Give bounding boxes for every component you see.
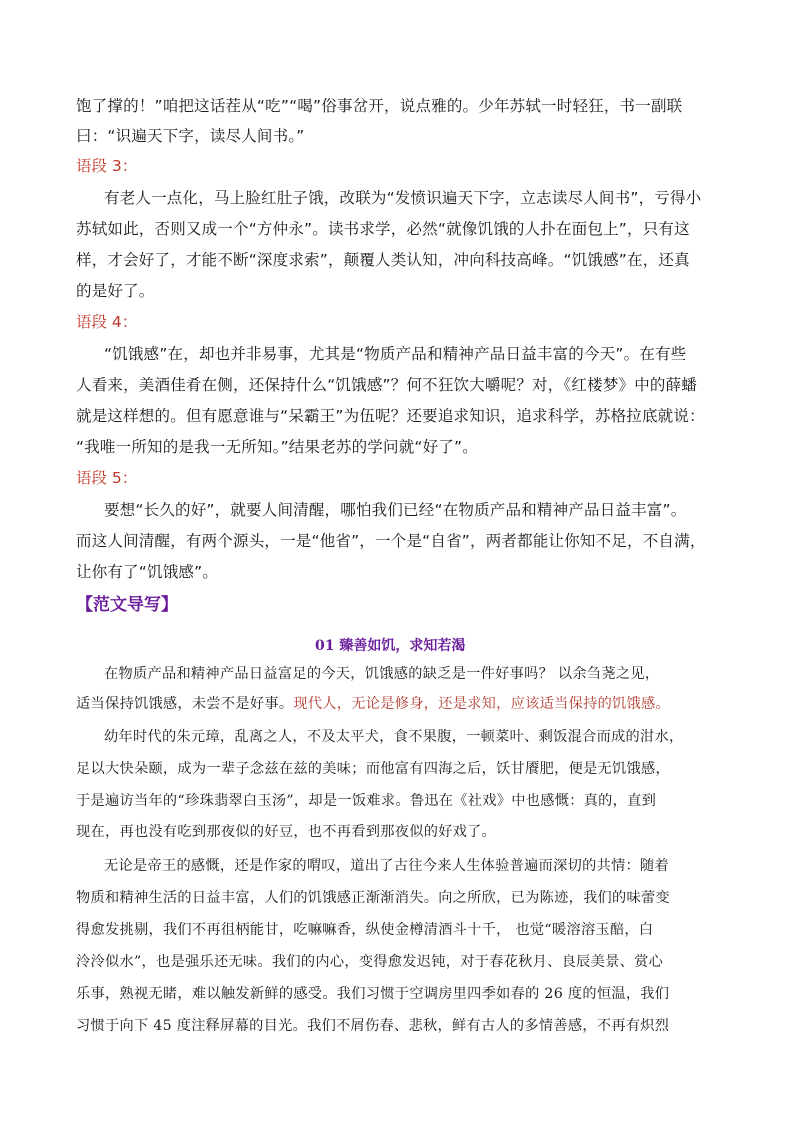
essay-p1-line-2 [76, 694, 670, 714]
segment-4-line-4: “我唯一所知的是我一无所知。”结果老苏的学问就“好了”。 [76, 438, 478, 456]
segment-3-label: 语段 3： [76, 157, 138, 175]
essay-p2-line-4: 现在，再也没有吃到那夜似的好豆，也不再看到那夜似的好戏了。 [76, 824, 497, 840]
segment-3-line-3: 样，才会好了，才能不断“深度求索”，颠覆人类认知，冲向科技高峰。“饥饿感”在，还真 [76, 251, 690, 269]
segment-4-line-2: 人看来，美酒佳肴在侧，还保持什么“饥饿感”？何不狂饮大嚼呢？对，《红楼梦》中的薛蟠 [76, 376, 698, 394]
segment-4-line-1: “饥饿感”在，却也并非易事，尤其是“物质产品和精神产品日益丰富的今天”。在有些 [104, 345, 687, 363]
essay-p2-line-1: 幼年时代的朱元璋，乱离之人，不及太平犬，食不果腹，一顿菜叶、剩饭混合而成的泔水， [104, 729, 684, 745]
segment-5-line-3: 让你有了“饥饿感”。 [76, 563, 219, 581]
segment-3-line-4: 的是好了。 [76, 282, 155, 300]
essay-p2-line-3: 于是遍访当年的“珍珠翡翠白玉汤”，却是一饭难求。鲁迅在《社戏》中也感慨：真的，直到 [76, 793, 657, 809]
segment-5-label: 语段 5： [76, 469, 138, 487]
top-paragraph-line-1: 饱了撑的！”咱把这话茬从“吃”“喝”俗事岔开，说点雅的。少年苏轼一时轻狂，书一副联 [76, 97, 683, 115]
section-heading: 【范文导写】 [76, 595, 178, 615]
essay-p3-line-6: 习惯于向下 45 度注释屏幕的目光。我们不屑伤春、悲秋，鲜有古人的多情善感，不再有炽烈 [76, 1018, 670, 1034]
segment-5-line-1: 要想“长久的好”，就要人间清醒，哪怕我们已经“在物质产品和精神产品日益丰富”。 [104, 501, 687, 519]
essay-p1-line-1: 在物质产品和精神产品日益富足的今天，饥饿感的缺乏是一件好事吗？ 以余刍荛之见， [104, 666, 660, 682]
essay-p2-line-2: 足以大快朵颐，成为一辈子念兹在兹的美味；而他富有四海之后，饫甘餍肥，便是无饥饿感， [76, 761, 670, 777]
segment-3-line-2: 苏轼如此，否则又成一个“方仲永”。读书求学，必然“就像饥饿的人扑在面包上”，只有这 [76, 220, 690, 238]
essay-p3-line-1: 无论是帝王的感慨，还是作家的喟叹，道出了古往今来人生体验普遍而深切的共情：随着 [104, 858, 670, 874]
essay-p3-line-5: 乐事，熟视无睹，难以触发新鲜的感受。我们习惯于空调房里四季如春的 26 度的恒温，我们 [76, 986, 670, 1002]
segment-5-line-2: 而这人间清醒，有两个源头，一是“他省”，一个是“自省”，两者都能让你知不足，不自满， [76, 532, 706, 550]
segment-3-line-1: 有老人一点化，马上脸红肚子饿，改联为“发愤识遍天下字，立志读尽人间书”，亏得小 [104, 189, 702, 207]
segment-4-label: 语段 4： [76, 313, 138, 331]
essay-thesis-highlight: 现代人，无论是修身，还是求知，应该适当保持的饥饿感。 [293, 696, 671, 712]
essay-p3-line-2: 物质和精神生活的日益丰富，人们的饥饿感正渐渐消失。向之所欣，已为陈迹，我们的味蕾变 [76, 890, 670, 906]
essay-p3-line-4: 泠泠似水”，也是强乐还无味。我们的内心，变得愈发迟钝，对于春花秋月、良辰美景、赏心 [76, 954, 664, 970]
essay-p1-plain: 适当保持饥饿感，未尝不是好事。 [76, 696, 294, 712]
essay-title: 01 臻善如饥，求知若渴 [315, 638, 466, 654]
segment-4-line-3: 就是这样想的。但有愿意谁与“呆霸王”为伍呢？还要追求知识，追求科学，苏格拉底就说： [76, 407, 705, 425]
essay-p3-line-3: 得愈发挑剔，我们不再徂柄能甘，吃嘛嘛香，纵使金樽清酒斗十千， 也觉“暖溶溶玉醅，白 [76, 922, 654, 938]
top-paragraph-line-2: 曰：“识遍天下字，读尽人间书。” [76, 127, 305, 145]
